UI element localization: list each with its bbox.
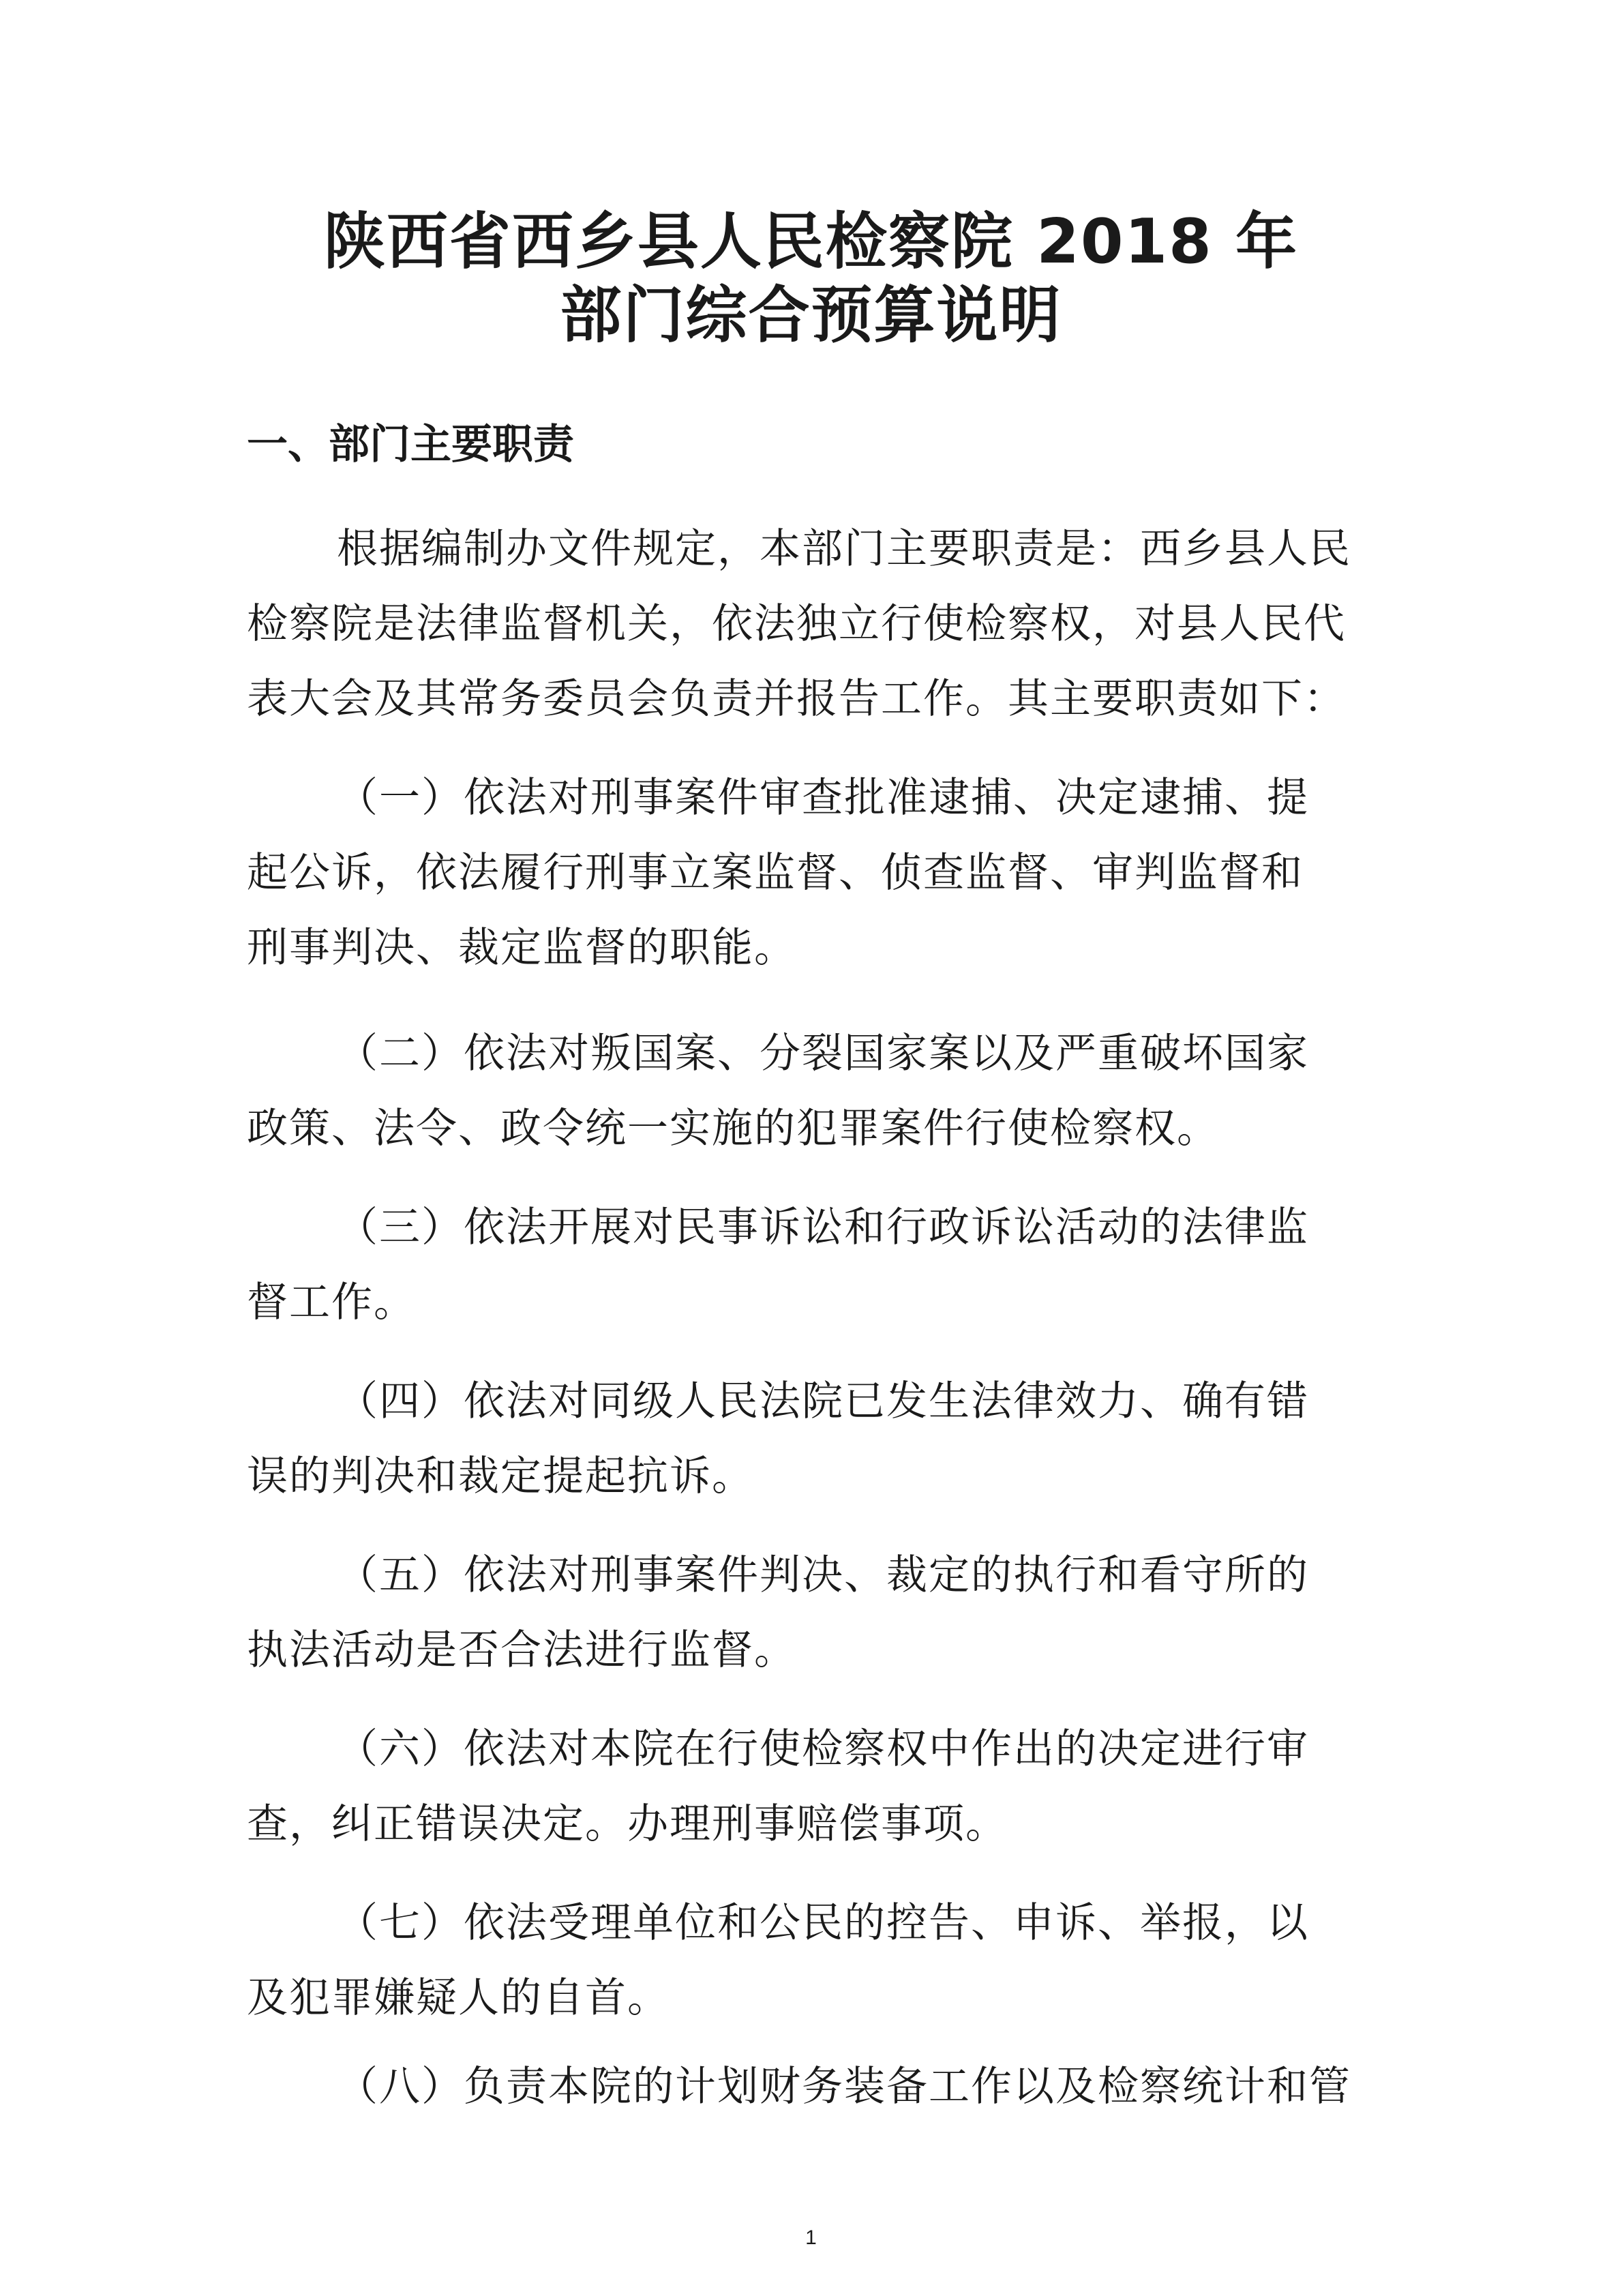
duty-4-line: （四）依法对同级人民法院已发生法律效力、确有错 bbox=[337, 1377, 1309, 1425]
document-title-line-1: 陕西省西乡县人民检察院 2018 年 bbox=[323, 206, 1299, 278]
duty-6-line: 查，纠正错误决定。办理刑事赔偿事项。 bbox=[247, 1800, 1008, 1848]
duty-5-line: 执法活动是否合法进行监督。 bbox=[247, 1626, 796, 1674]
intro-line: 检察院是法律监督机关，依法独立行使检察权，对县人民代 bbox=[247, 600, 1346, 648]
page-number: 1 bbox=[805, 2226, 817, 2249]
intro-line: 表大会及其常务委员会负责并报告工作。其主要职责如下： bbox=[247, 675, 1346, 723]
duty-2-line: （二）依法对叛国案、分裂国家案以及严重破坏国家 bbox=[337, 1030, 1309, 1077]
duty-3-line: （三）依法开展对民事诉讼和行政诉讼活动的法律监 bbox=[337, 1204, 1309, 1251]
duty-7-line: 及犯罪嫌疑人的自首。 bbox=[247, 1974, 670, 2022]
duty-5-line: （五）依法对刑事案件判决、裁定的执行和看守所的 bbox=[337, 1551, 1309, 1599]
duty-2-line: 政策、法令、政令统一实施的犯罪案件行使检察权。 bbox=[247, 1105, 1219, 1152]
duty-1-line: 起公诉，依法履行刑事立案监督、侦查监督、审判监督和 bbox=[247, 849, 1304, 897]
duty-6-line: （六）依法对本院在行使检察权中作出的决定进行审 bbox=[337, 1725, 1309, 1773]
duty-3-line: 督工作。 bbox=[247, 1279, 416, 1326]
section-heading: 一、部门主要职责 bbox=[247, 421, 574, 468]
duty-1-line: （一）依法对刑事案件审查批准逮捕、决定逮捕、提 bbox=[337, 774, 1309, 822]
duty-7-line: （七）依法受理单位和公民的控告、申诉、举报，以 bbox=[337, 1899, 1309, 1947]
document-title-line-2: 部门综合预算说明 bbox=[560, 280, 1062, 351]
duty-8-line: （八）负责本院的计划财务装备工作以及检察统计和管 bbox=[337, 2063, 1351, 2111]
intro-line: 根据编制办文件规定，本部门主要职责是：西乡县人民 bbox=[337, 525, 1351, 573]
duty-4-line: 误的判决和裁定提起抗诉。 bbox=[247, 1452, 754, 1500]
duty-1-line: 刑事判决、裁定监督的职能。 bbox=[247, 924, 796, 972]
